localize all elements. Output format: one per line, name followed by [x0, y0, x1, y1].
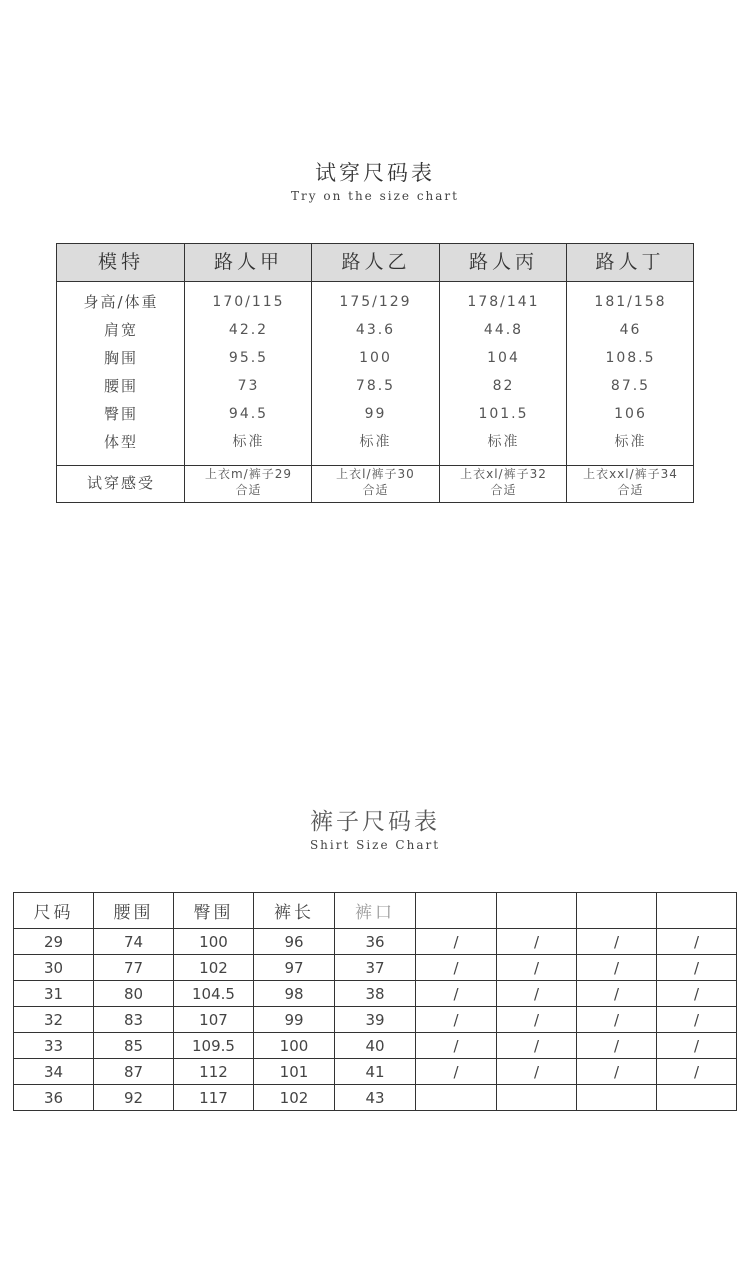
pants-cell: /: [577, 1033, 657, 1059]
pants-cell: /: [577, 1059, 657, 1085]
row-value: 78.5: [355, 378, 396, 394]
pants-size-table: [13, 892, 737, 1111]
row-value: 42.2: [228, 322, 269, 338]
pants-cell: 77: [94, 955, 174, 981]
row-value: 99: [364, 406, 387, 422]
fit-size: 上衣m/裤子29: [204, 467, 292, 481]
pants-cell: /: [657, 981, 737, 1007]
pants-cell: 83: [94, 1007, 174, 1033]
tryon-row: [57, 428, 693, 456]
row-label: 身高/体重: [83, 293, 159, 311]
pants-title-block: [0, 803, 750, 852]
tryon-title-block: [0, 157, 750, 203]
pants-cell: 74: [94, 929, 174, 955]
pants-cell: /: [416, 981, 497, 1007]
row-value: 73: [237, 378, 260, 394]
pants-header-cell: [497, 893, 577, 929]
pants-cell: 101: [254, 1059, 335, 1085]
pants-cell: 92: [94, 1085, 174, 1111]
pants-cell: /: [577, 981, 657, 1007]
pants-header-cell: 裤口: [335, 893, 416, 929]
pants-cell: /: [416, 1059, 497, 1085]
pants-cell: /: [416, 929, 497, 955]
pants-cell: /: [497, 929, 577, 955]
pants-cell: 107: [174, 1007, 254, 1033]
pants-cell: [497, 1085, 577, 1111]
fit-feel: 合适: [235, 483, 262, 497]
pants-cell: [577, 1085, 657, 1111]
pants-cell: 85: [94, 1033, 174, 1059]
pants-cell: 43: [335, 1085, 416, 1111]
pants-cell: /: [577, 1007, 657, 1033]
pants-cell: 100: [174, 929, 254, 955]
row-value: 104: [487, 350, 520, 366]
pants-cell: 80: [94, 981, 174, 1007]
pants-header-cell: [416, 893, 497, 929]
pants-cell: /: [577, 955, 657, 981]
row-value: 43.6: [355, 322, 396, 338]
pants-title: 裤子尺码表: [310, 809, 440, 835]
pants-cell: 99: [254, 1007, 335, 1033]
pants-row: [14, 1085, 737, 1111]
tryon-row: [57, 400, 693, 428]
pants-cell: [416, 1085, 497, 1111]
pants-cell: 31: [14, 981, 94, 1007]
fit-size: 上衣xl/裤子32: [460, 467, 547, 481]
row-label: 体型: [103, 433, 138, 451]
row-value: 170/115: [212, 294, 285, 310]
pants-cell: 96: [254, 929, 335, 955]
pants-cell: /: [657, 929, 737, 955]
row-value: 标准: [487, 434, 520, 450]
pants-cell: 39: [335, 1007, 416, 1033]
pants-cell: 104.5: [174, 981, 254, 1007]
row-value: 94.5: [228, 406, 269, 422]
row-label: 胸围: [103, 349, 138, 367]
pants-cell: /: [497, 1033, 577, 1059]
row-value: 101.5: [478, 406, 529, 422]
fit-size: 上衣xxl/裤子34: [583, 467, 678, 481]
fit-feel: 合适: [362, 483, 389, 497]
row-value: 175/129: [339, 294, 412, 310]
row-label: 臀围: [103, 405, 138, 423]
pants-header-cell: 尺码: [14, 893, 94, 929]
header-cell: 路人甲: [213, 251, 283, 273]
pants-cell: 98: [254, 981, 335, 1007]
pants-cell: 102: [174, 955, 254, 981]
row-label: 腰围: [103, 377, 138, 395]
pants-subtitle: Shirt Size Chart: [309, 838, 441, 852]
pants-cell: /: [657, 1059, 737, 1085]
tryon-row: [57, 316, 693, 344]
header-cell: 模特: [97, 251, 144, 273]
tryon-subtitle: Try on the size chart: [291, 189, 459, 203]
pants-header-cell: [657, 893, 737, 929]
pants-header-cell: 裤长: [254, 893, 335, 929]
fit-size: 上衣l/裤子30: [336, 467, 415, 481]
pants-cell: 37: [335, 955, 416, 981]
pants-row: [14, 1007, 737, 1033]
pants-row: [14, 1059, 737, 1085]
pants-cell: /: [416, 1033, 497, 1059]
pants-cell: /: [497, 1007, 577, 1033]
pants-cell: 34: [14, 1059, 94, 1085]
header-cell: 路人乙: [341, 251, 411, 273]
row-label: 肩宽: [103, 321, 138, 339]
pants-cell: /: [497, 1059, 577, 1085]
pants-cell: 41: [335, 1059, 416, 1085]
fit-feel: 合适: [490, 483, 517, 497]
row-value: 178/141: [467, 294, 540, 310]
pants-cell: /: [657, 1007, 737, 1033]
pants-row: [14, 929, 737, 955]
pants-cell: 112: [174, 1059, 254, 1085]
pants-cell: /: [577, 929, 657, 955]
pants-header-cell: 腰围: [94, 893, 174, 929]
pants-header-cell: 臀围: [174, 893, 254, 929]
header-cell: 路人丙: [468, 251, 538, 273]
pants-cell: /: [657, 1033, 737, 1059]
pants-cell: 109.5: [174, 1033, 254, 1059]
row-value: 标准: [614, 434, 647, 450]
pants-cell: /: [657, 955, 737, 981]
pants-cell: 87: [94, 1059, 174, 1085]
fit-cell: [567, 466, 694, 498]
pants-cell: 117: [174, 1085, 254, 1111]
pants-cell: 100: [254, 1033, 335, 1059]
pants-cell: 32: [14, 1007, 94, 1033]
pants-cell: 30: [14, 955, 94, 981]
pants-cell: /: [416, 955, 497, 981]
pants-cell: 36: [335, 929, 416, 955]
pants-cell: 36: [14, 1085, 94, 1111]
row-value: 87.5: [610, 378, 651, 394]
pants-cell: 29: [14, 929, 94, 955]
fit-cell: [312, 466, 439, 498]
pants-cell: 38: [335, 981, 416, 1007]
pants-row: [14, 981, 737, 1007]
fit-cell: [185, 466, 312, 498]
tryon-table: [56, 243, 694, 503]
pants-cell: 102: [254, 1085, 335, 1111]
row-value: 46: [619, 322, 642, 338]
tryon-row: [57, 288, 693, 316]
pants-cell: [657, 1085, 737, 1111]
row-value: 95.5: [228, 350, 269, 366]
pants-cell: /: [497, 955, 577, 981]
pants-header-row: [14, 893, 737, 929]
pants-cell: /: [416, 1007, 497, 1033]
pants-cell: /: [497, 981, 577, 1007]
tryon-table-header: [57, 244, 693, 282]
row-value: 44.8: [483, 322, 524, 338]
row-value: 108.5: [605, 350, 656, 366]
pants-cell: 97: [254, 955, 335, 981]
pants-row: [14, 1033, 737, 1059]
fit-label: 试穿感受: [86, 474, 155, 492]
row-value: 标准: [232, 434, 265, 450]
row-value: 标准: [359, 434, 392, 450]
pants-cell: 33: [14, 1033, 94, 1059]
pants-header-cell: [577, 893, 657, 929]
row-value: 106: [614, 406, 647, 422]
tryon-row: [57, 344, 693, 372]
row-value: 181/158: [594, 294, 667, 310]
fit-feel: 合适: [617, 483, 644, 497]
pants-cell: 40: [335, 1033, 416, 1059]
tryon-row: [57, 372, 693, 400]
tryon-title: 试穿尺码表: [315, 161, 435, 185]
pants-row: [14, 955, 737, 981]
row-value: 100: [359, 350, 392, 366]
row-value: 82: [492, 378, 515, 394]
header-cell: 路人丁: [595, 251, 665, 273]
fit-cell: [440, 466, 567, 498]
